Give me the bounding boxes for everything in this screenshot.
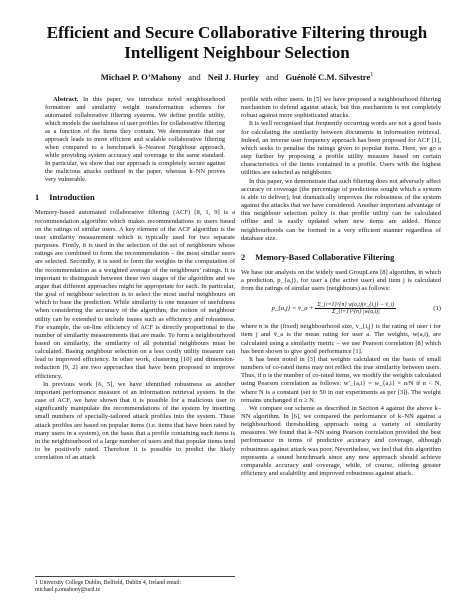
section-number: 1 xyxy=(35,193,40,203)
paper-title xyxy=(20,23,454,63)
intro-paragraph-1: Memory-based automated collaborative filtering (ACF) [8, 1, 9] is a recommendation algorithm which makes recommendations to users based on the ratings of similar users. A key element of the ACF algorithm is the user similarity measurement which is typically used for two separate purposes. Firstly, it is used in the selection of the set of neighbours whose ratings are combined to form the recommendation – the most similar users are selected. Secondly, it is used to form the weights in the computation of the recommendation as a weighted average of the neighbours’ ratings. It is important to distinguish between these two stages of the algorithm and we argue that different approaches might be appropriate for each. In particular, the goal of neighbour selection is to select the most useful neighbours on which to base the prediction. While similarity is one measure of usefulness when considering the accuracy of the algorithm, the notion of neighbour utility can be extended to include issues such as efficiency and robustness. For example, the on-line efficiency of ACF is directly proportional to the number of similarity measurements that are made. To form a neighbourhood based on similarity, the similarity of all potential neighbours must be calculated. Basing neighbour selection on a less costly utility measure can lead to improved efficiency. In other work, clustering [10] and dimension-reduction [9, 2] are two approaches that have been proposed to improve efficiency. xyxy=(35,209,235,380)
cf-paragraph-2: where n is the (fixed) neighbourhood size, v_{i,j} is the rating of user i for item j and v̄_a is the mean rating for user a. The weights, w(a,i), are calculated using a similarity metric – we use Pearson correlation [8] which has been shown to give good performance [1]. xyxy=(241,323,441,355)
equation-numerator: Σ_{i=1}^{n} w(a,i)(v_{i,j} − v̄_i) xyxy=(317,301,395,308)
footnote xyxy=(35,576,235,594)
cf-paragraph-1: We base our analysis on the widely used GroupLens [8] algorithm, in which a prediction, p_{a,j}, for user a (the active user) and item j is calculated from the ratings of similar users (neighbours) as follows: xyxy=(241,268,441,293)
cf-paragraph-4: We compare our scheme as described in Section 4 against the above k–NN algorithm. In [6], we compared the performance of k–NN against a neighbourhood thresholding approach using a variety of similarity measures. We found that k–NN using Pearson correlation provided the best performance in terms of predictive accuracy and coverage, although robustness against attack was poor. Nevertheless, we feel that this algorithm represents a sound benchmark since any new approach should achieve comparable accuracy and coverage, while, of course, offering greater efficiency and scalability and improved robustness against attack. xyxy=(241,404,441,478)
title-line-2: Intelligent Neighbour Selection xyxy=(124,43,350,62)
affiliation-mark: 1 xyxy=(370,72,374,78)
section-number: 2 xyxy=(241,252,246,262)
equation-body xyxy=(241,302,427,315)
author-3: Guénolé C.M. Silvestre xyxy=(285,71,371,82)
abstract xyxy=(35,96,235,183)
author-separator: and xyxy=(266,71,279,82)
author-list xyxy=(20,70,454,83)
footnote-text: 1 University College Dublin, Belfield, Dublin 4, Ireland email: michael.p.omahony@ucd.ie xyxy=(35,580,182,593)
equation-number: (1) xyxy=(433,304,441,312)
section-title: Introduction xyxy=(49,193,95,203)
author-1: Michael P. O’Mahony xyxy=(100,71,182,82)
abstract-text: In this paper, we introduce novel neighbourhood formation and similarity weight transformation schemes for automated collaborative filtering systems. We define profile utility, which models the usefulness of user profiles for collaborative filtering as a function of the items they contain. We demonstrate that our approach leads to more efficient and scalable collaborative filtering when compared to a benchmark k–Nearest Neighbour approach, while providing system accuracy and coverage to the same standard. In particular, we show that our approach is completely secure against the malicious attacks outlined in the paper, whereas k–NN proves very vulnerable. xyxy=(45,96,225,183)
cf-paragraph-3: It has been noted in [3] that weights calculated on the basis of small numbers of co-rated items may not reflect the true similarity between users. Thus, if n is the number of co-rated items, we modify the weights calculated using Pearson correlation as follows: w'_{a,i} = w_{a,i} × n/N if n < N, where N is a constant (set to 50 in our experiments as per [3]). The weight remains unchanged if n ≥ N. xyxy=(241,355,441,404)
equation-denominator: Σ_{i=1}^{n} |w(a,i)| xyxy=(331,308,380,315)
intro-paragraph-3: profile with other users. In [5] we have proposed a neighbourhood filtering mechanism to defend against attack, but this mechanism is not completely robust against more sophisticated attacks. xyxy=(241,96,441,120)
left-column xyxy=(35,96,235,462)
section-heading-memory-based-cf xyxy=(241,253,441,263)
title-line-1: Efficient and Secure Collaborative Filtering through xyxy=(46,23,428,42)
intro-paragraph-5: In this paper, we demonstrate that such filtering does not adversely affect accuracy or coverage (the percentage of predictions sought which a system is able to deliver), but dramatically improves the robustness of the system against the attacks that we have considered. Another important advantage of this neighbour selection policy is that profile utility can be calculated offline and is easily updated when new items are added. Hence neighbourhoods can be formed in a very efficient manner regardless of database size. xyxy=(241,177,441,242)
equation-fraction xyxy=(315,302,396,315)
section-title: Memory-Based Collaborative Filtering xyxy=(255,252,395,262)
intro-paragraph-2: In previous work [6, 5], we have identified robustness as another important performance measure of an information retrieval system. In the case of ACF, we have shown that it is possible for a malicious user to significantly manipulate the recommendations of the system by inserting small numbers of specially-tailored attack profiles into the system. These attack profiles are based on popular items (i.e. items that have been rated by many users in a system), on the basis that a profile containing such items is in the neighbourhood of a large number of users and that popular items tend to be positively rated. Therefore it is possible to predict the likely correlation of an attack xyxy=(35,380,235,462)
equation-lhs: p_{a,j} = v̄_a + xyxy=(271,304,314,312)
right-column xyxy=(241,96,441,478)
author-2: Neil J. Hurley xyxy=(207,71,260,82)
abstract-label: Abstract. xyxy=(53,96,79,103)
equation-1 xyxy=(241,297,441,319)
intro-paragraph-4: It is well recognised that frequently occurring words are not a good basis for calculating the similarity between documents in information retrieval. Indeed, an inverse user frequency approach has been proposed for ACF [1], which seeks to penalise the ratings given to popular items. Here, we go a step further by proposing a profile utility measure based on certain characteristics of the items contained in a profile. Users with the highest utilities are selected as neighbours. xyxy=(241,120,441,177)
author-separator: and xyxy=(188,71,201,82)
section-heading-introduction xyxy=(35,193,235,203)
